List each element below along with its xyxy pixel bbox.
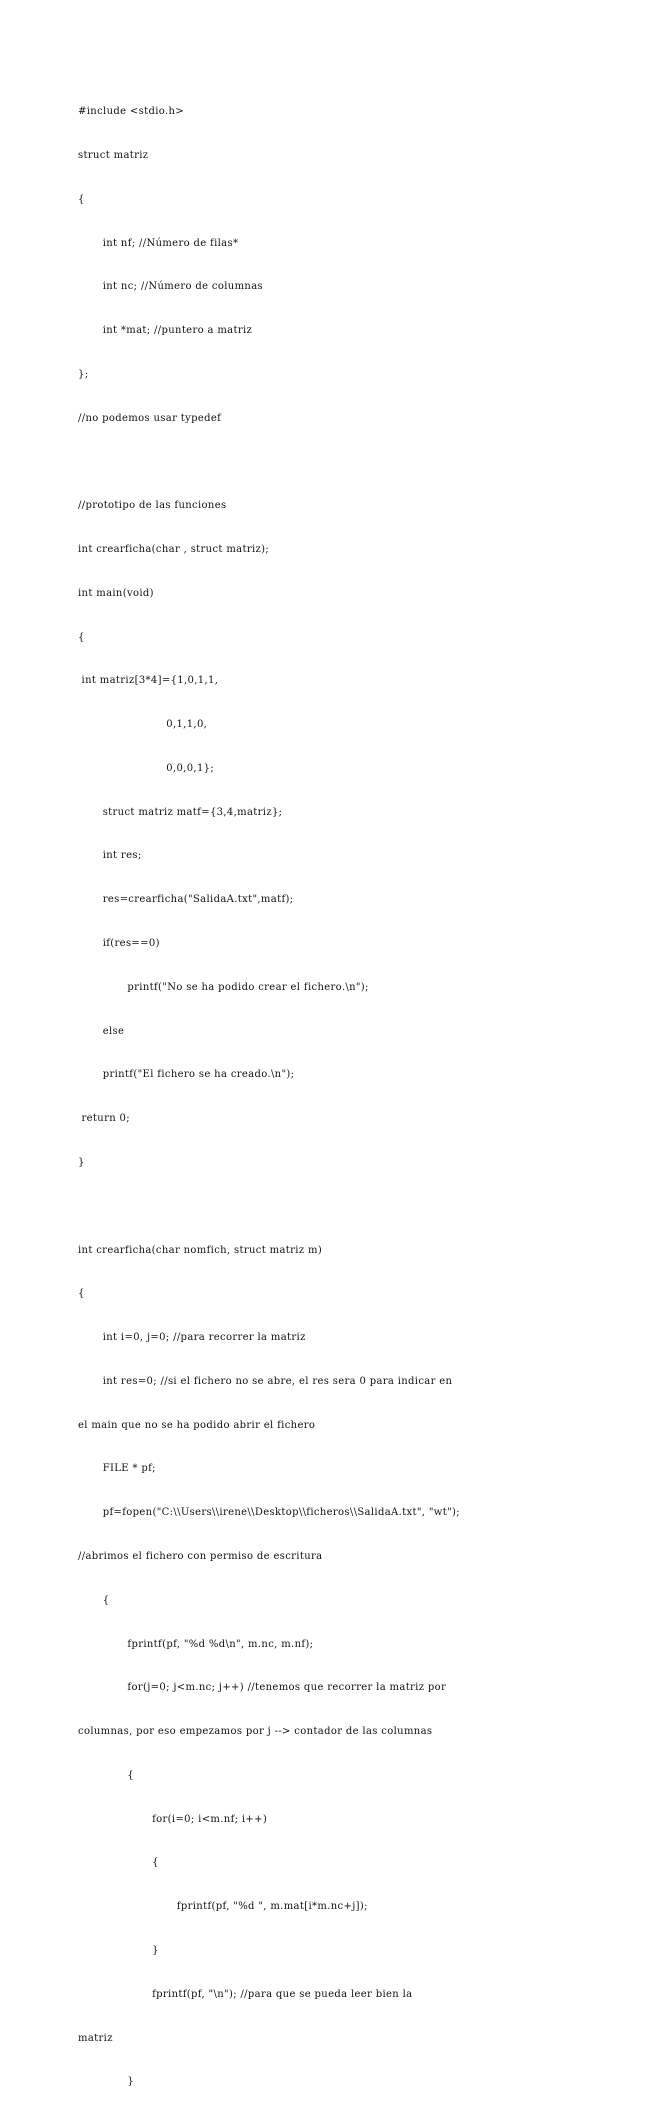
code-line: int *mat; //puntero a matriz: [78, 325, 253, 337]
code-line: for(i=0; i<m.nf; i++): [78, 1813, 268, 1825]
code-line: struct matriz matf={3,4,matriz};: [78, 806, 283, 818]
code-line: 0,0,0,1};: [78, 762, 215, 774]
code-line: int main(void): [78, 587, 154, 599]
code-line: fprintf(pf, "%d ", m.mat[i*m.nc+j]);: [78, 1901, 368, 1913]
code-line: //abrimos el fichero con permiso de escritura: [78, 1550, 323, 1562]
code-line: int matriz[3*4]={1,0,1,1,: [78, 675, 219, 687]
code-line: }: [78, 1156, 85, 1168]
code-line: else: [78, 1025, 125, 1037]
code-line: for(j=0; j<m.nc; j++) //tenemos que recorrer la matriz por: [78, 1682, 447, 1694]
code-line: 0,1,1,0,: [78, 719, 208, 731]
code-line: int crearficha(char nomfich, struct matriz m): [78, 1244, 323, 1256]
code-line: res=crearficha("SalidaA.txt",matf);: [78, 894, 294, 906]
code-line: columnas, por eso empezamos por j --> contador de las columnas: [78, 1726, 433, 1738]
code-line: }: [78, 2076, 135, 2088]
code-line: int nc; //Número de columnas: [78, 281, 264, 293]
code-line: if(res==0): [78, 938, 160, 950]
code-line: int i=0, j=0; //para recorrer la matriz: [78, 1332, 306, 1344]
code-line: };: [78, 368, 89, 380]
code-line: el main que no se ha podido abrir el fichero: [78, 1419, 316, 1431]
code-line: int nf; //Número de filas*: [78, 237, 239, 249]
code-line: //no podemos usar typedef: [78, 412, 222, 424]
code-line: int crearficha(char , struct matriz);: [78, 544, 270, 555]
code-line: #include <stdio.h>: [78, 106, 185, 118]
code-line: //prototipo de las funciones: [78, 500, 227, 512]
code-line: int res;: [78, 850, 142, 862]
code-line: return 0;: [78, 1113, 130, 1125]
code-line: [78, 455, 578, 470]
code-line: printf("El fichero se ha creado.\n");: [78, 1069, 295, 1081]
code-line: {: [78, 193, 85, 205]
code-line: printf("No se ha podido crear el fichero.\n");: [78, 981, 369, 993]
code-line: fprintf(pf, "%d %d\n", m.nc, m.nf);: [78, 1638, 314, 1650]
code-line: FILE * pf;: [78, 1463, 156, 1475]
code-line: int res=0; //si el fichero no se abre, el res sera 0 para indicar en: [78, 1375, 453, 1387]
code-line: {: [78, 1594, 110, 1606]
code-line: struct matriz: [78, 149, 149, 161]
code-listing: [78, 76, 578, 2119]
code-line: matriz: [78, 2032, 113, 2044]
code-line: }: [78, 1945, 159, 1956]
code-line: pf=fopen("C:\\Users\\irene\\Desktop\\ficheros\\SalidaA.txt", "wt");: [78, 1507, 460, 1519]
code-line: {: [78, 1857, 159, 1869]
code-line: {: [78, 1288, 85, 1300]
code-line: {: [78, 1769, 135, 1781]
code-line: fprintf(pf, "\n"); //para que se pueda leer bien la: [78, 1988, 413, 2000]
code-line: [78, 1200, 578, 1215]
code-line: {: [78, 631, 85, 643]
